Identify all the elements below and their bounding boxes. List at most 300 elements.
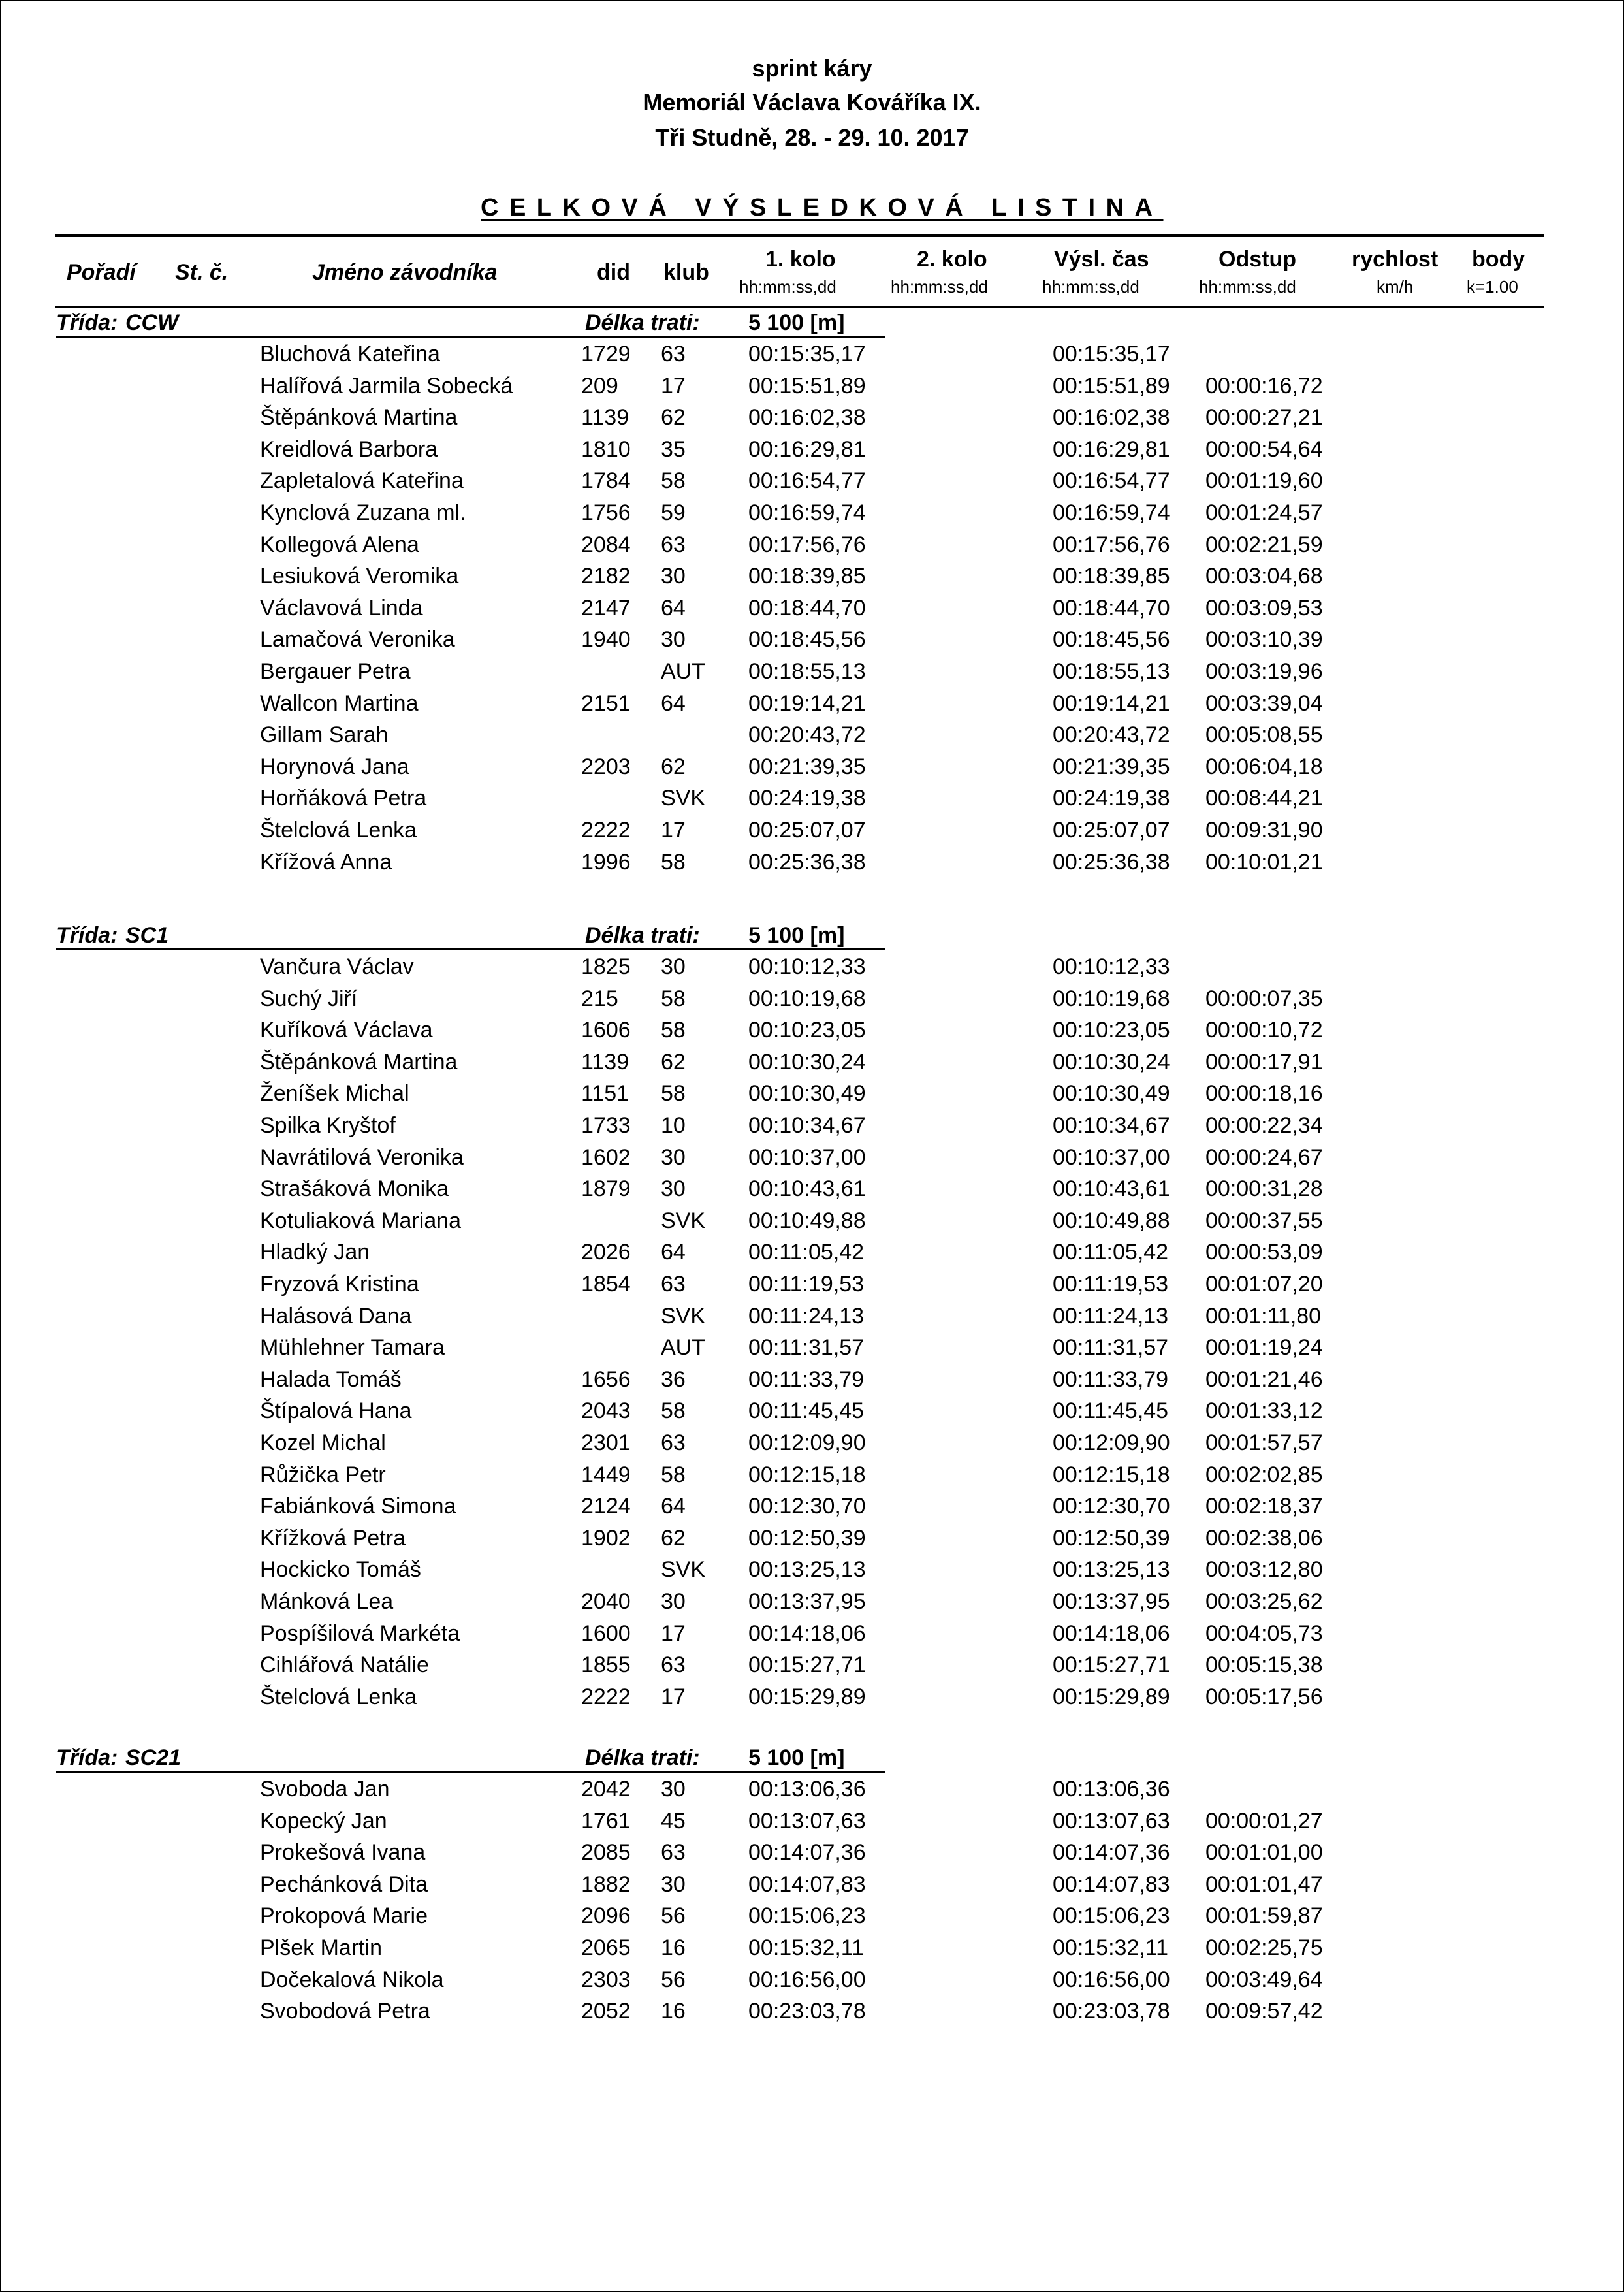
cell-gap: 00:03:09,53	[1205, 595, 1323, 621]
cell-gap: 00:03:12,80	[1205, 1557, 1323, 1583]
cell-round1-time: 00:11:31,57	[748, 1335, 865, 1361]
cell-did: 2182	[581, 564, 631, 589]
cell-result-time: 00:12:30,70	[1053, 1494, 1170, 1519]
cell-round1-time: 00:10:30,49	[748, 1081, 866, 1106]
document-heading: CELKOVÁ VÝSLEDKOVÁ LISTINA	[481, 194, 1164, 221]
cell-round1-time: 00:15:35,17	[748, 342, 866, 366]
cell-club: SVK	[661, 1303, 706, 1329]
cell-club: 63	[661, 532, 686, 557]
cell-gap: 00:00:24,67	[1205, 1144, 1323, 1170]
cell-club: 16	[661, 1999, 686, 2024]
cell-result-time: 00:15:06,23	[1053, 1903, 1170, 1929]
cell-name: Václavová Linda	[260, 595, 423, 621]
cell-did: 1810	[581, 436, 631, 462]
cell-club: 62	[661, 1525, 686, 1551]
cell-result-time: 00:14:07,36	[1053, 1840, 1170, 1865]
cell-name: Štípalová Hana	[260, 1398, 412, 1424]
cell-did: 1756	[581, 500, 631, 525]
cell-name: Štelclová Lenka	[260, 1684, 417, 1709]
cell-gap: 00:01:59,87	[1205, 1903, 1323, 1929]
cell-club: 59	[661, 500, 686, 525]
cell-result-time: 00:12:15,18	[1053, 1462, 1170, 1487]
cell-club: 63	[661, 1272, 686, 1297]
cell-gap: 00:04:05,73	[1205, 1621, 1323, 1646]
cell-did: 1606	[581, 1018, 631, 1043]
cell-did: 2303	[581, 1967, 631, 1992]
cell-result-time: 00:15:51,89	[1053, 373, 1170, 398]
cell-club: 63	[661, 1653, 686, 1678]
col-round2-unit: hh:mm:ss,dd	[891, 277, 988, 297]
cell-result-time: 00:23:03,78	[1053, 1999, 1170, 2024]
event-name: Memoriál Václava Kováříka IX.	[643, 89, 981, 116]
cell-round1-time: 00:13:37,95	[748, 1589, 866, 1614]
cell-gap: 00:00:22,34	[1205, 1113, 1323, 1138]
cell-result-time: 00:11:05,42	[1053, 1240, 1169, 1265]
cell-result-time: 00:13:25,13	[1053, 1557, 1170, 1583]
cell-did: 2065	[581, 1935, 631, 1960]
track-length-label: Délka trati:	[585, 1745, 700, 1770]
cell-did: 2124	[581, 1494, 631, 1519]
col-round2: 2. kolo	[917, 247, 987, 272]
cell-result-time: 00:18:55,13	[1053, 659, 1170, 684]
cell-result-time: 00:16:54,77	[1053, 468, 1170, 494]
cell-gap: 00:01:19,24	[1205, 1335, 1323, 1361]
col-gap: Odstup	[1218, 247, 1296, 272]
cell-gap: 00:00:37,55	[1205, 1208, 1323, 1233]
cell-gap: 00:02:38,06	[1205, 1525, 1323, 1551]
cell-club: 63	[661, 1430, 686, 1455]
cell-club: AUT	[661, 659, 705, 684]
cell-name: Kuříková Václava	[260, 1018, 433, 1043]
cell-name: Mühlehner Tamara	[260, 1335, 445, 1361]
class-rule	[56, 1771, 885, 1773]
col-result-time: Výsl. čas	[1054, 247, 1149, 272]
cell-did: 2084	[581, 532, 631, 557]
cell-result-time: 00:10:37,00	[1053, 1144, 1170, 1170]
event-place-date: Tři Studně, 28. - 29. 10. 2017	[655, 124, 969, 151]
cell-result-time: 00:15:32,11	[1053, 1935, 1169, 1960]
cell-result-time: 00:25:36,38	[1053, 849, 1170, 875]
cell-gap: 00:03:04,68	[1205, 564, 1323, 589]
cell-club: 45	[661, 1808, 686, 1833]
col-start-number: St. č.	[175, 260, 229, 285]
cell-club: 10	[661, 1113, 686, 1138]
cell-did: 2043	[581, 1398, 631, 1424]
cell-round1-time: 00:11:19,53	[748, 1272, 865, 1297]
cell-round1-time: 00:10:43,61	[748, 1176, 866, 1202]
cell-result-time: 00:25:07,07	[1053, 818, 1170, 843]
cell-round1-time: 00:10:37,00	[748, 1144, 866, 1170]
cell-gap: 00:02:18,37	[1205, 1494, 1323, 1519]
cell-result-time: 00:20:43,72	[1053, 722, 1170, 748]
cell-result-time: 00:11:19,53	[1053, 1272, 1169, 1297]
cell-round1-time: 00:10:19,68	[748, 986, 866, 1011]
cell-gap: 00:05:17,56	[1205, 1684, 1323, 1709]
cell-result-time: 00:13:06,36	[1053, 1777, 1170, 1801]
cell-round1-time: 00:10:49,88	[748, 1208, 866, 1233]
cell-club: 30	[661, 1871, 686, 1897]
cell-round1-time: 00:16:59,74	[748, 500, 866, 525]
cell-gap: 00:02:25,75	[1205, 1935, 1323, 1960]
cell-club: 58	[661, 849, 686, 875]
cell-name: Cihlářová Natálie	[260, 1653, 429, 1678]
cell-round1-time: 00:23:03,78	[748, 1999, 866, 2024]
cell-round1-time: 00:12:09,90	[748, 1430, 866, 1455]
cell-name: Dočekalová Nikola	[260, 1967, 444, 1992]
cell-name: Halada Tomáš	[260, 1366, 402, 1392]
cell-name: Hockicko Tomáš	[260, 1557, 421, 1583]
cell-round1-time: 00:14:18,06	[748, 1621, 866, 1646]
cell-gap: 00:01:01,47	[1205, 1871, 1323, 1897]
cell-result-time: 00:15:29,89	[1053, 1684, 1170, 1709]
cell-gap: 00:03:49,64	[1205, 1967, 1323, 1992]
cell-gap: 00:01:19,60	[1205, 468, 1323, 494]
cell-round1-time: 00:10:23,05	[748, 1018, 866, 1043]
cell-club: 64	[661, 595, 686, 621]
cell-gap: 00:00:31,28	[1205, 1176, 1323, 1202]
cell-gap: 00:09:57,42	[1205, 1999, 1323, 2024]
cell-round1-time: 00:14:07,83	[748, 1871, 866, 1897]
cell-round1-time: 00:12:15,18	[748, 1462, 866, 1487]
cell-gap: 00:01:11,80	[1205, 1303, 1322, 1329]
cell-did: 2026	[581, 1240, 631, 1265]
cell-round1-time: 00:10:12,33	[748, 954, 866, 979]
cell-round1-time: 00:21:39,35	[748, 754, 866, 779]
cell-club: 56	[661, 1903, 686, 1929]
cell-result-time: 00:10:12,33	[1053, 954, 1170, 979]
cell-name: Halířová Jarmila Sobecká	[260, 373, 513, 398]
cell-result-time: 00:11:33,79	[1053, 1366, 1169, 1392]
cell-result-time: 00:16:02,38	[1053, 405, 1170, 430]
col-speed-unit: km/h	[1377, 277, 1414, 297]
cell-did: 2052	[581, 1999, 631, 2024]
cell-club: 56	[661, 1967, 686, 1992]
cell-gap: 00:00:07,35	[1205, 986, 1323, 1011]
cell-club: 30	[661, 954, 686, 979]
cell-round1-time: 00:24:19,38	[748, 786, 866, 811]
cell-gap: 00:00:18,16	[1205, 1081, 1323, 1106]
col-points-unit: k=1.00	[1467, 277, 1518, 297]
cell-round1-time: 00:13:07,63	[748, 1808, 866, 1833]
cell-gap: 00:03:39,04	[1205, 690, 1323, 716]
cell-did: 1996	[581, 849, 631, 875]
cell-club: 30	[661, 1176, 686, 1202]
col-poradi: Pořadí	[67, 260, 136, 285]
cell-gap: 00:00:16,72	[1205, 373, 1323, 398]
cell-club: 64	[661, 1494, 686, 1519]
cell-did: 1761	[581, 1808, 631, 1833]
cell-club: 17	[661, 1621, 686, 1646]
cell-name: Štěpánková Martina	[260, 1049, 458, 1074]
cell-round1-time: 00:25:36,38	[748, 849, 866, 875]
cell-gap: 00:03:19,96	[1205, 659, 1323, 684]
cell-did: 2040	[581, 1589, 631, 1614]
col-round1-unit: hh:mm:ss,dd	[739, 277, 836, 297]
cell-club: SVK	[661, 1557, 706, 1583]
cell-did: 2203	[581, 754, 631, 779]
cell-name: Prokešová Ivana	[260, 1840, 426, 1865]
cell-name: Gillam Sarah	[260, 722, 389, 748]
cell-club: 17	[661, 373, 686, 398]
cell-did: 1139	[581, 405, 629, 430]
cell-result-time: 00:14:07,83	[1053, 1871, 1170, 1897]
col-club: klub	[663, 260, 709, 285]
cell-did: 1602	[581, 1144, 631, 1170]
cell-gap: 00:00:17,91	[1205, 1049, 1323, 1074]
track-length: 5 100 [m]	[748, 310, 845, 335]
cell-result-time: 00:10:19,68	[1053, 986, 1170, 1011]
cell-club: 30	[661, 627, 686, 653]
cell-club: 35	[661, 436, 686, 462]
cell-name: Suchý Jiří	[260, 986, 358, 1011]
cell-result-time: 00:12:09,90	[1053, 1430, 1170, 1455]
cell-gap: 00:01:57,57	[1205, 1430, 1323, 1455]
cell-result-time: 00:12:50,39	[1053, 1525, 1170, 1551]
cell-name: Pospíšilová Markéta	[260, 1621, 460, 1646]
cell-name: Bluchová Kateřina	[260, 342, 440, 366]
cell-club: 30	[661, 564, 686, 589]
cell-did: 1449	[581, 1462, 631, 1487]
cell-club: 58	[661, 1081, 686, 1106]
cell-name: Zapletalová Kateřina	[260, 468, 464, 494]
cell-club: 58	[661, 1018, 686, 1043]
cell-gap: 00:01:01,00	[1205, 1840, 1323, 1865]
col-gap-unit: hh:mm:ss,dd	[1199, 277, 1296, 297]
cell-club: 62	[661, 754, 686, 779]
cell-round1-time: 00:14:07,36	[748, 1840, 866, 1865]
cell-name: Kreidlová Barbora	[260, 436, 438, 462]
cell-did: 1855	[581, 1653, 631, 1678]
cell-club: 30	[661, 1589, 686, 1614]
cell-gap: 00:03:10,39	[1205, 627, 1323, 653]
cell-name: Růžička Petr	[260, 1462, 386, 1487]
cell-club: AUT	[661, 1335, 705, 1361]
cell-name: Prokopová Marie	[260, 1903, 428, 1929]
cell-name: Kozel Michal	[260, 1430, 386, 1455]
cell-club: 58	[661, 1462, 686, 1487]
cell-result-time: 00:14:18,06	[1053, 1621, 1170, 1646]
cell-did: 2147	[581, 595, 631, 621]
cell-club: 58	[661, 986, 686, 1011]
cell-did: 2151	[581, 690, 631, 716]
cell-round1-time: 00:13:25,13	[748, 1557, 866, 1583]
cell-round1-time: 00:11:24,13	[748, 1303, 865, 1329]
cell-round1-time: 00:18:55,13	[748, 659, 866, 684]
track-length-label: Délka trati:	[585, 310, 700, 335]
cell-result-time: 00:17:56,76	[1053, 532, 1170, 557]
cell-round1-time: 00:12:50,39	[748, 1525, 866, 1551]
cell-did: 1902	[581, 1525, 631, 1551]
cell-round1-time: 00:18:44,70	[748, 595, 866, 621]
cell-gap: 00:00:10,72	[1205, 1018, 1323, 1043]
col-name: Jméno závodníka	[312, 260, 498, 285]
col-round1: 1. kolo	[765, 247, 836, 272]
cell-result-time: 00:11:24,13	[1053, 1303, 1169, 1329]
cell-club: 36	[661, 1366, 686, 1392]
cell-gap: 00:02:21,59	[1205, 532, 1323, 557]
cell-name: Navrátilová Veronika	[260, 1144, 464, 1170]
cell-did: 1940	[581, 627, 631, 653]
cell-name: Lamačová Veronika	[260, 627, 455, 653]
cell-round1-time: 00:15:27,71	[748, 1653, 866, 1678]
cell-club: SVK	[661, 1208, 706, 1233]
cell-name: Horňáková Petra	[260, 786, 427, 811]
cell-round1-time: 00:13:06,36	[748, 1777, 866, 1801]
cell-name: Kollegová Alena	[260, 532, 419, 557]
cell-result-time: 00:16:59,74	[1053, 500, 1170, 525]
cell-name: Plšek Martin	[260, 1935, 383, 1960]
cell-did: 209	[581, 373, 618, 398]
cell-gap: 00:09:31,90	[1205, 818, 1323, 843]
cell-did: 2301	[581, 1430, 631, 1455]
cell-round1-time: 00:10:34,67	[748, 1113, 866, 1138]
class-label: Třída:	[56, 1745, 118, 1770]
cell-round1-time: 00:17:56,76	[748, 532, 866, 557]
cell-round1-time: 00:16:02,38	[748, 405, 866, 430]
cell-club: 64	[661, 690, 686, 716]
cell-name: Horynová Jana	[260, 754, 409, 779]
cell-did: 2222	[581, 818, 631, 843]
cell-round1-time: 00:16:56,00	[748, 1967, 866, 1992]
cell-result-time: 00:11:31,57	[1053, 1335, 1169, 1361]
cell-did: 1882	[581, 1871, 631, 1897]
cell-club: 30	[661, 1777, 686, 1801]
cell-did: 1854	[581, 1272, 631, 1297]
cell-club: 63	[661, 342, 686, 366]
col-speed: rychlost	[1352, 247, 1439, 272]
cell-gap: 00:08:44,21	[1205, 786, 1323, 811]
cell-name: Fabiánková Simona	[260, 1494, 456, 1519]
event-type: sprint káry	[752, 55, 872, 82]
cell-result-time: 00:10:30,24	[1053, 1049, 1170, 1074]
cell-name: Wallcon Martina	[260, 690, 419, 716]
cell-club: 63	[661, 1840, 686, 1865]
cell-name: Štelclová Lenka	[260, 818, 417, 843]
cell-result-time: 00:10:34,67	[1053, 1113, 1170, 1138]
cell-result-time: 00:11:45,45	[1053, 1398, 1169, 1424]
cell-result-time: 00:16:29,81	[1053, 436, 1170, 462]
cell-club: 16	[661, 1935, 686, 1960]
col-did: did	[597, 260, 630, 285]
cell-name: Halásová Dana	[260, 1303, 412, 1329]
class-name: SC1	[125, 923, 169, 948]
cell-round1-time: 00:11:45,45	[748, 1398, 865, 1424]
cell-result-time: 00:10:30,49	[1053, 1081, 1170, 1106]
cell-round1-time: 00:15:06,23	[748, 1903, 866, 1929]
cell-round1-time: 00:15:51,89	[748, 373, 866, 398]
header-top-rule	[55, 234, 1544, 237]
cell-name: Lesiuková Veromika	[260, 564, 459, 589]
cell-name: Mánková Lea	[260, 1589, 394, 1614]
cell-round1-time: 00:16:54,77	[748, 468, 866, 494]
cell-round1-time: 00:25:07,07	[748, 818, 866, 843]
cell-did: 1600	[581, 1621, 631, 1646]
cell-round1-time: 00:15:32,11	[748, 1935, 865, 1960]
class-name: CCW	[125, 310, 179, 335]
cell-club: 17	[661, 1684, 686, 1709]
cell-result-time: 00:16:56,00	[1053, 1967, 1170, 1992]
cell-round1-time: 00:11:33,79	[748, 1366, 865, 1392]
cell-round1-time: 00:18:45,56	[748, 627, 866, 653]
cell-club: 30	[661, 1144, 686, 1170]
cell-club: SVK	[661, 786, 706, 811]
col-points: body	[1472, 247, 1525, 272]
cell-name: Kopecký Jan	[260, 1808, 387, 1833]
cell-name: Pechánková Dita	[260, 1871, 428, 1897]
cell-result-time: 00:10:23,05	[1053, 1018, 1170, 1043]
cell-gap: 00:01:24,57	[1205, 500, 1323, 525]
cell-name: Křížková Petra	[260, 1525, 406, 1551]
cell-club: 62	[661, 405, 686, 430]
cell-result-time: 00:19:14,21	[1053, 690, 1170, 716]
class-label: Třída:	[56, 310, 118, 335]
cell-round1-time: 00:10:30,24	[748, 1049, 866, 1074]
cell-gap: 00:01:21,46	[1205, 1366, 1323, 1392]
class-label: Třída:	[56, 923, 118, 948]
cell-did: 2042	[581, 1777, 631, 1801]
cell-club: 17	[661, 818, 686, 843]
cell-gap: 00:05:08,55	[1205, 722, 1323, 748]
cell-gap: 00:10:01,21	[1205, 849, 1323, 875]
cell-gap: 00:00:27,21	[1205, 405, 1323, 430]
cell-did: 215	[581, 986, 618, 1011]
cell-name: Svobodová Petra	[260, 1999, 430, 2024]
cell-gap: 00:00:54,64	[1205, 436, 1323, 462]
cell-gap: 00:03:25,62	[1205, 1589, 1323, 1614]
cell-name: Strašáková Monika	[260, 1176, 449, 1202]
cell-result-time: 00:18:39,85	[1053, 564, 1170, 589]
cell-name: Kotuliaková Mariana	[260, 1208, 462, 1233]
cell-round1-time: 00:18:39,85	[748, 564, 866, 589]
cell-name: Vančura Václav	[260, 954, 414, 979]
cell-did: 1139	[581, 1049, 629, 1074]
cell-gap: 00:06:04,18	[1205, 754, 1323, 779]
cell-round1-time: 00:15:29,89	[748, 1684, 866, 1709]
cell-name: Fryzová Kristina	[260, 1272, 419, 1297]
track-length: 5 100 [m]	[748, 923, 845, 948]
cell-round1-time: 00:12:30,70	[748, 1494, 866, 1519]
cell-did: 1733	[581, 1113, 631, 1138]
cell-result-time: 00:15:27,71	[1053, 1653, 1170, 1678]
cell-result-time: 00:18:44,70	[1053, 595, 1170, 621]
cell-name: Svoboda Jan	[260, 1777, 390, 1801]
cell-name: Spilka Kryštof	[260, 1113, 396, 1138]
cell-did: 1825	[581, 954, 631, 979]
class-rule	[56, 336, 885, 338]
cell-result-time: 00:10:49,88	[1053, 1208, 1170, 1233]
cell-did: 2222	[581, 1684, 631, 1709]
cell-gap: 00:01:07,20	[1205, 1272, 1323, 1297]
cell-did: 2096	[581, 1903, 631, 1929]
cell-result-time: 00:13:37,95	[1053, 1589, 1170, 1614]
cell-round1-time: 00:20:43,72	[748, 722, 866, 748]
cell-result-time: 00:24:19,38	[1053, 786, 1170, 811]
cell-name: Ženíšek Michal	[260, 1081, 409, 1106]
cell-name: Bergauer Petra	[260, 659, 411, 684]
cell-round1-time: 00:11:05,42	[748, 1240, 865, 1265]
cell-round1-time: 00:16:29,81	[748, 436, 866, 462]
cell-name: Křížová Anna	[260, 849, 392, 875]
cell-gap: 00:00:01,27	[1205, 1808, 1323, 1833]
col-result-unit: hh:mm:ss,dd	[1042, 277, 1139, 297]
cell-did: 1151	[581, 1081, 629, 1106]
cell-did: 2085	[581, 1840, 631, 1865]
cell-club: 58	[661, 1398, 686, 1424]
cell-gap: 00:02:02,85	[1205, 1462, 1323, 1487]
cell-did: 1879	[581, 1176, 631, 1202]
cell-did: 1729	[581, 342, 631, 366]
cell-result-time: 00:13:07,63	[1053, 1808, 1170, 1833]
